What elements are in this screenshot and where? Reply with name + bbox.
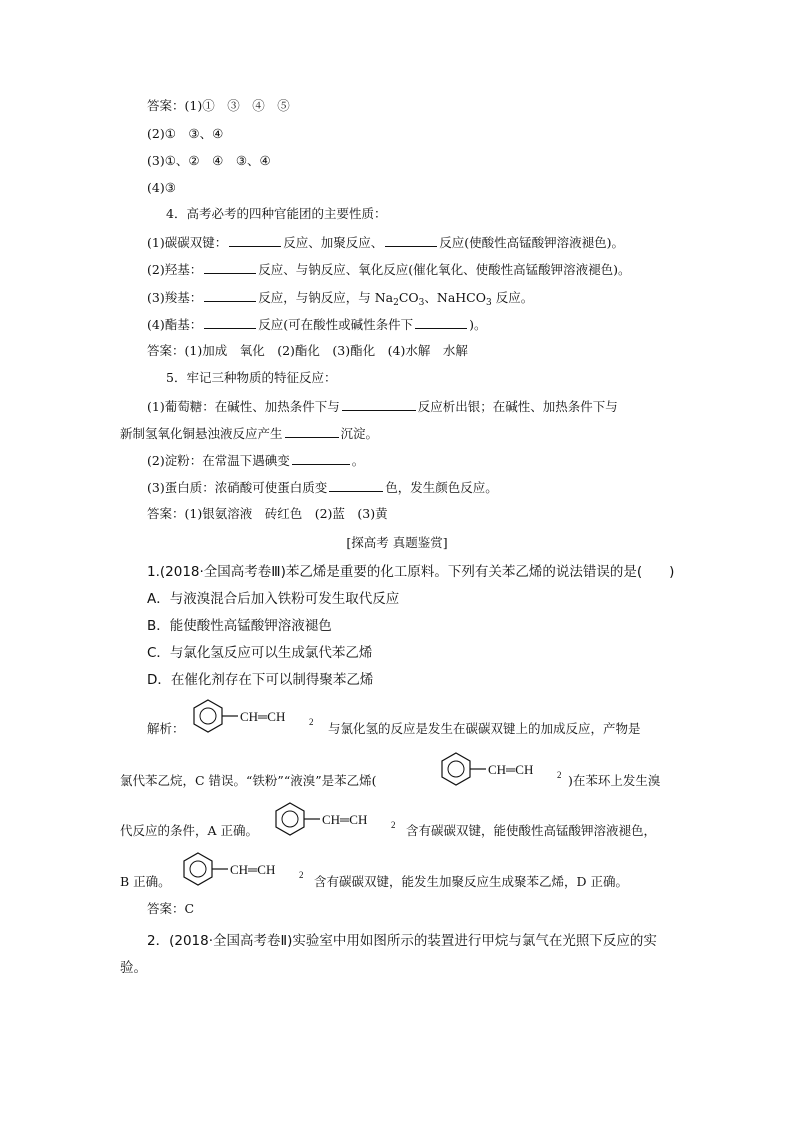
- styrene-subscript: 2: [391, 820, 396, 830]
- blank: [342, 398, 416, 411]
- item4-line3: (3)羧基： 反应，与钠反应，与 $Na_2CO_3$、NaHCO$_3$ 反应。: [147, 290, 534, 308]
- item4-line4: (4)酯基： 反应(可在酸性或碱性条件下 )。: [147, 317, 487, 332]
- item5-line3: (3)蛋白质：浓硝酸可使蛋白质变 色，发生颜色反应。: [147, 480, 498, 495]
- item4-line1: (1)碳碳双键： 反应、加聚反应、 反应(使酸性高锰酸钾溶液褪色)。: [147, 235, 624, 250]
- analysis-line4b: 含有碳碳双键，能发生加聚反应生成聚苯乙烯，D 正确。: [314, 874, 628, 889]
- blank: [292, 452, 350, 465]
- blank: [385, 234, 437, 247]
- blank: [204, 316, 256, 329]
- styrene-label: CH═CH: [488, 762, 534, 777]
- section-title: [探高考 真题鉴赏]: [346, 535, 448, 550]
- answer-4: (4)③: [147, 180, 176, 195]
- q1-answer: 答案：C: [147, 901, 195, 916]
- styrene-structure: [178, 850, 313, 886]
- q1-option-a: A．与液溴混合后加入铁粉可发生取代反应: [147, 591, 400, 607]
- q1-stem: 1.(2018·全国高考卷Ⅲ)苯乙烯是重要的化工原料。下列有关苯乙烯的说法错误的是( ): [147, 564, 675, 580]
- item5-line1: (1)葡萄糖：在碱性、加热条件下与 反应析出银；在碱性、加热条件下与: [147, 399, 618, 414]
- styrene-subscript: 2: [557, 770, 562, 780]
- styrene-label: CH═CH: [230, 862, 276, 877]
- item5-title: 5．牢记三种物质的特征反应：: [166, 370, 337, 385]
- q1-option-d: D．在催化剂存在下可以制得聚苯乙烯: [147, 672, 374, 688]
- q2-stem-cont: 验。: [120, 960, 147, 976]
- q2-stem: 2．(2018·全国高考卷Ⅱ)实验室中用如图所示的装置进行甲烷与氯气在光照下反应的实: [147, 933, 657, 949]
- analysis-line2b: )在苯环上发生溴: [568, 773, 661, 788]
- blank: [204, 261, 256, 274]
- styrene-label: CH═CH: [322, 812, 368, 827]
- styrene-subscript: 2: [299, 870, 304, 880]
- answer-2: (2)① ③、④: [147, 126, 224, 141]
- item4-line2: (2)羟基： 反应、与钠反应、氧化反应(催化氧化、使酸性高锰酸钾溶液褪色)。: [147, 262, 631, 277]
- blank: [329, 479, 383, 492]
- item4-title: 4．高考必考的四种官能团的主要性质：: [166, 206, 387, 221]
- q1-option-b: B．能使酸性高锰酸钾溶液褪色: [147, 618, 332, 634]
- blank: [204, 289, 256, 302]
- analysis-line3a: 代反应的条件，A 正确。: [120, 823, 259, 838]
- q1-option-c: C．与氯化氢反应可以生成氯代苯乙烯: [147, 645, 373, 661]
- analysis-line4a: B 正确。: [120, 874, 171, 889]
- item5-line1-cont: 新制氢氧化铜悬浊液反应产生 沉淀。: [120, 426, 379, 441]
- blank: [285, 425, 339, 438]
- item5-answer: 答案：(1)银氨溶液 砖红色 (2)蓝 (3)黄: [147, 506, 388, 521]
- answer-3: (3)①、② ④ ③、④: [147, 153, 271, 168]
- analysis-line2a: 氯代苯乙烷，C 错误。“铁粉”“液溴”是苯乙烯(: [120, 773, 377, 788]
- analysis-line1: 与氯化氢的反应是发生在碳碳双键上的加成反应，产物是: [328, 721, 641, 736]
- item5-line2: (2)淀粉：在常温下遇碘变 。: [147, 453, 365, 468]
- styrene-structure: [270, 800, 405, 836]
- styrene-subscript: 2: [309, 717, 314, 727]
- answer-1: 答案：(1)① ③ ④ ⑤: [147, 98, 290, 113]
- styrene-label: CH═CH: [240, 709, 286, 724]
- styrene-structure: [188, 697, 323, 733]
- analysis-line3b: 含有碳碳双键，能使酸性高锰酸钾溶液褪色，: [406, 823, 657, 838]
- styrene-structure: [436, 750, 571, 786]
- item4-answer: 答案：(1)加成 氧化 (2)酯化 (3)酯化 (4)水解 水解: [147, 343, 468, 358]
- blank: [415, 316, 467, 329]
- blank: [229, 234, 281, 247]
- analysis-label: 解析：: [147, 721, 185, 736]
